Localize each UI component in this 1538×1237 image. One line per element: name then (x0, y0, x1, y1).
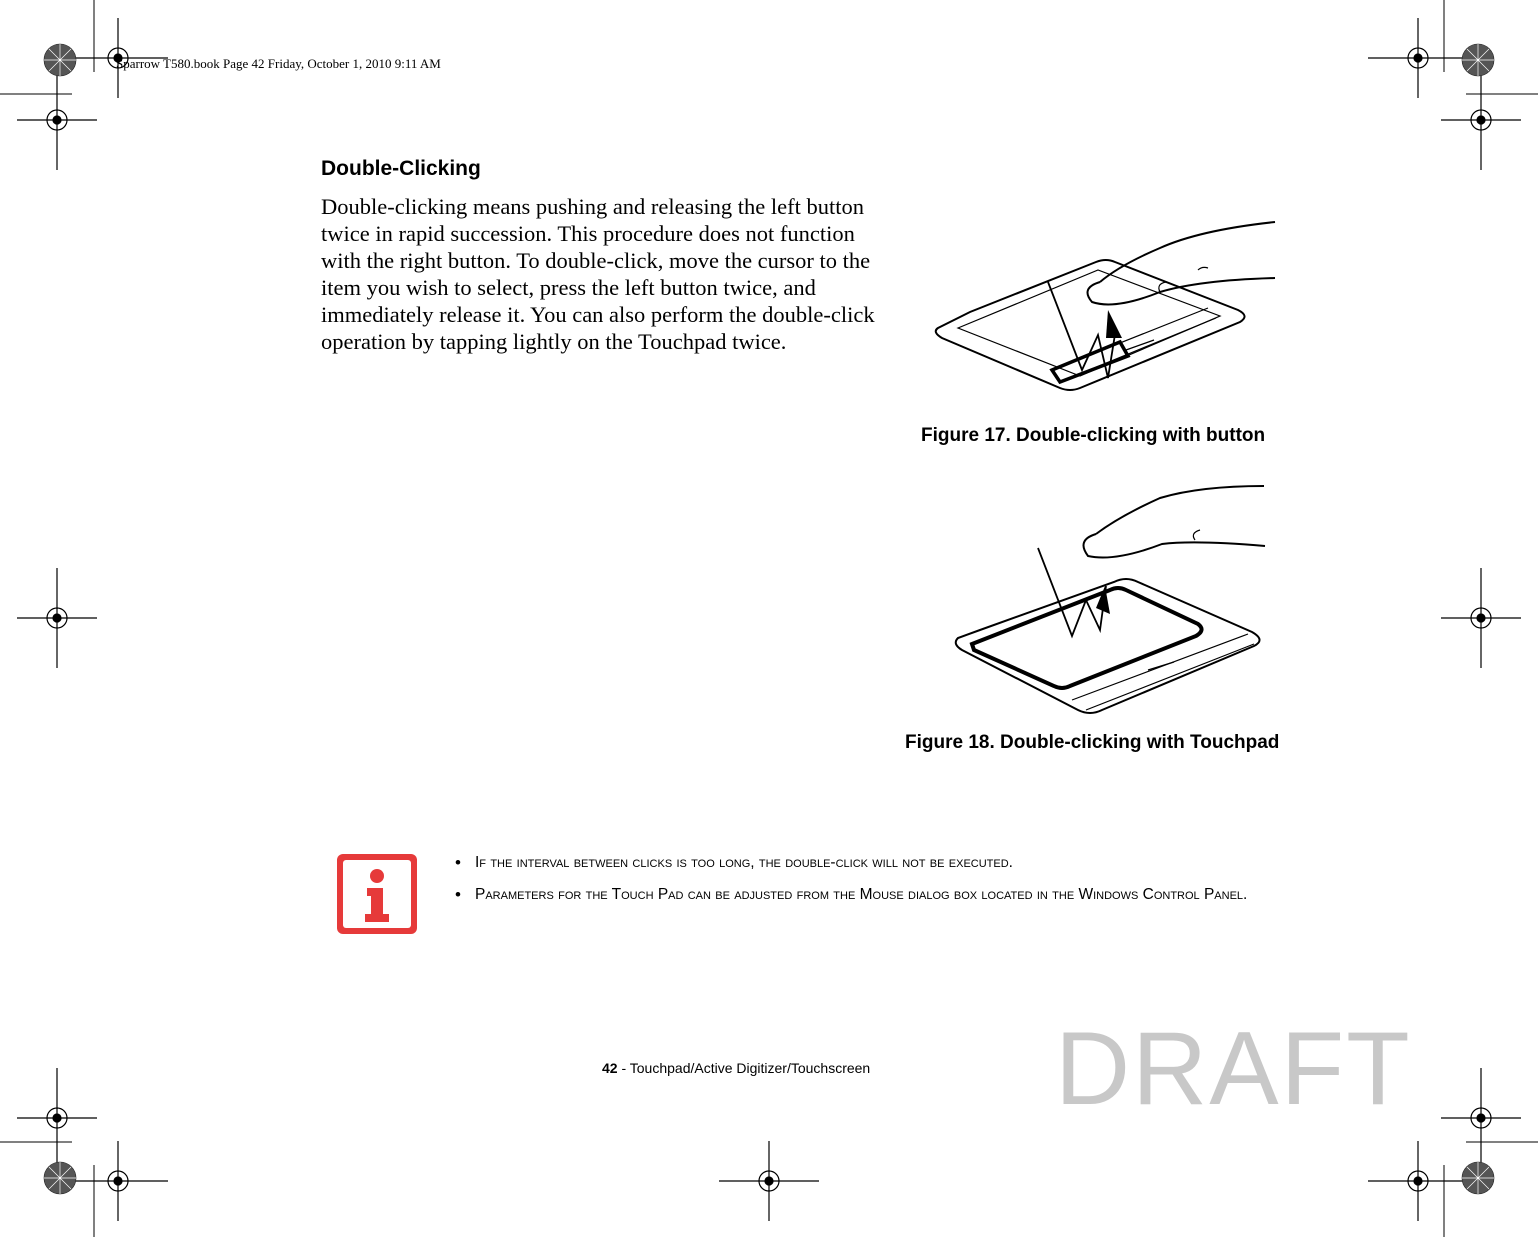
figure-18-illustration (950, 478, 1270, 718)
figure-18-caption: Figure 18. Double-clicking with Touchpad (905, 732, 1280, 753)
body-paragraph: Double-clicking means pushing and releasing the left button twice in rapid succession. This procedure does not function with the right button. To double-click, move the cursor to the item you wish to select, press the left button twice, and immediately release it. You can also perform the double-click operation by tapping lightly on the Touchpad twice. (321, 194, 875, 354)
note-item: • Parameters for the Touch Pad can be adjusted from the Mouse dialog box located in the Windows Control Panel. (455, 884, 1355, 906)
figure-17-caption: Figure 17. Double-clicking with button (921, 425, 1266, 446)
book-header-line: Sparrow T580.book Page 42 Friday, October 1, 2010 9:11 AM (116, 56, 441, 71)
info-icon (335, 852, 419, 936)
page-footer (602, 1060, 870, 1076)
page-number: 42 (602, 1060, 618, 1076)
note-list (455, 852, 1355, 916)
draft-watermark: DRAFT (1055, 1011, 1412, 1127)
note-item: • If the interval between clicks is too long, the double-click will not be executed. (455, 852, 1355, 874)
footer-section-title: - Touchpad/Active Digitizer/Touchscreen (617, 1060, 871, 1076)
section-heading: Double-Clicking (321, 157, 481, 180)
figure-17-illustration (930, 210, 1280, 400)
